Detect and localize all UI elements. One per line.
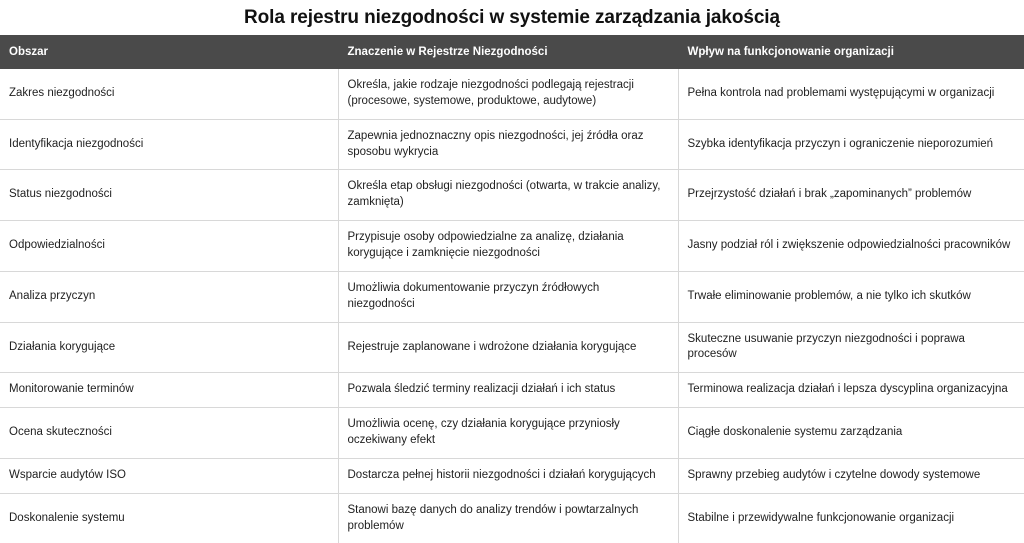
- cell-impact: Skuteczne usuwanie przyczyn niezgodności i poprawa procesów: [678, 322, 1024, 373]
- cell-impact: Ciągłe doskonalenie systemu zarządzania: [678, 408, 1024, 459]
- table-row: [0, 221, 1024, 272]
- cell-area: Działania korygujące: [0, 322, 338, 373]
- cell-impact: Szybka identyfikacja przyczyn i ograniczenie nieporozumień: [678, 119, 1024, 170]
- table-body: [0, 69, 1024, 543]
- cell-impact: Trwałe eliminowanie problemów, a nie tylko ich skutków: [678, 271, 1024, 322]
- column-header-area: Obszar: [0, 35, 338, 69]
- cell-meaning: Umożliwia dokumentowanie przyczyn źródłowych niezgodności: [338, 271, 678, 322]
- cell-impact: Stabilne i przewidywalne funkcjonowanie organizacji: [687, 511, 955, 524]
- cell-meaning: Zapewnia jednoznaczny opis niezgodności, jej źródła oraz sposobu wykrycia: [338, 119, 678, 170]
- cell-meaning: Pozwala śledzić terminy realizacji działań i ich status: [338, 373, 678, 408]
- cell-impact: Sprawny przebieg audytów i czytelne dowody systemowe: [678, 458, 1024, 493]
- nonconformity-register-table: [0, 35, 1024, 543]
- cell-area: Wsparcie audytów ISO: [0, 458, 338, 493]
- cell-impact: Przejrzystość działań i brak „zapominanych” problemów: [678, 170, 1024, 221]
- table-row: [0, 408, 1024, 459]
- table-header-row: [0, 35, 1024, 69]
- page-title: Rola rejestru niezgodności w systemie zarządzania jakością: [244, 7, 780, 28]
- table-row: [0, 322, 1024, 373]
- cell-impact: Pełna kontrola nad problemami występującymi w organizacji: [678, 69, 1024, 119]
- column-header-impact: Wpływ na funkcjonowanie organizacji: [678, 35, 1024, 69]
- table-row: [0, 458, 1024, 493]
- cell-area: Odpowiedzialności: [0, 221, 338, 272]
- cell-meaning: Umożliwia ocenę, czy działania korygujące przyniosły oczekiwany efekt: [338, 408, 678, 459]
- cell-impact: Jasny podział ról i zwiększenie odpowiedzialności pracowników: [678, 221, 1024, 272]
- cell-area: Analiza przyczyn: [0, 271, 338, 322]
- cell-impact: Terminowa realizacja działań i lepsza dyscyplina organizacyjna: [678, 373, 1024, 408]
- cell-meaning: Określa, jakie rodzaje niezgodności podlegają rejestracji (procesowe, systemowe, produktowe, audytowe): [338, 69, 678, 119]
- table-row: [0, 119, 1024, 170]
- cell-area: Zakres niezgodności: [0, 69, 338, 119]
- cell-area: Identyfikacja niezgodności: [0, 119, 338, 170]
- cell-meaning: Dostarcza pełnej historii niezgodności i działań korygujących: [338, 458, 678, 493]
- cell-meaning: Rejestruje zaplanowane i wdrożone działania korygujące: [338, 322, 678, 373]
- table-row: [0, 271, 1024, 322]
- cell-meaning: Przypisuje osoby odpowiedzialne za analizę, działania korygujące i zamknięcie niezgodności: [338, 221, 678, 272]
- cell-meaning: Określa etap obsługi niezgodności (otwarta, w trakcie analizy, zamknięta): [338, 170, 678, 221]
- table-row: [0, 170, 1024, 221]
- table-header: [0, 35, 1024, 69]
- cell-area: Ocena skuteczności: [0, 408, 338, 459]
- cell-area: Status niezgodności: [0, 170, 338, 221]
- cell-meaning: Stanowi bazę danych do analizy trendów i powtarzalnych problemów: [338, 493, 678, 543]
- table-row: [0, 69, 1024, 119]
- column-header-meaning: Znaczenie w Rejestrze Niezgodności: [338, 35, 678, 69]
- table-row: [0, 373, 1024, 408]
- cell-area: Monitorowanie terminów: [0, 373, 338, 408]
- cell-area: Doskonalenie systemu: [0, 493, 338, 543]
